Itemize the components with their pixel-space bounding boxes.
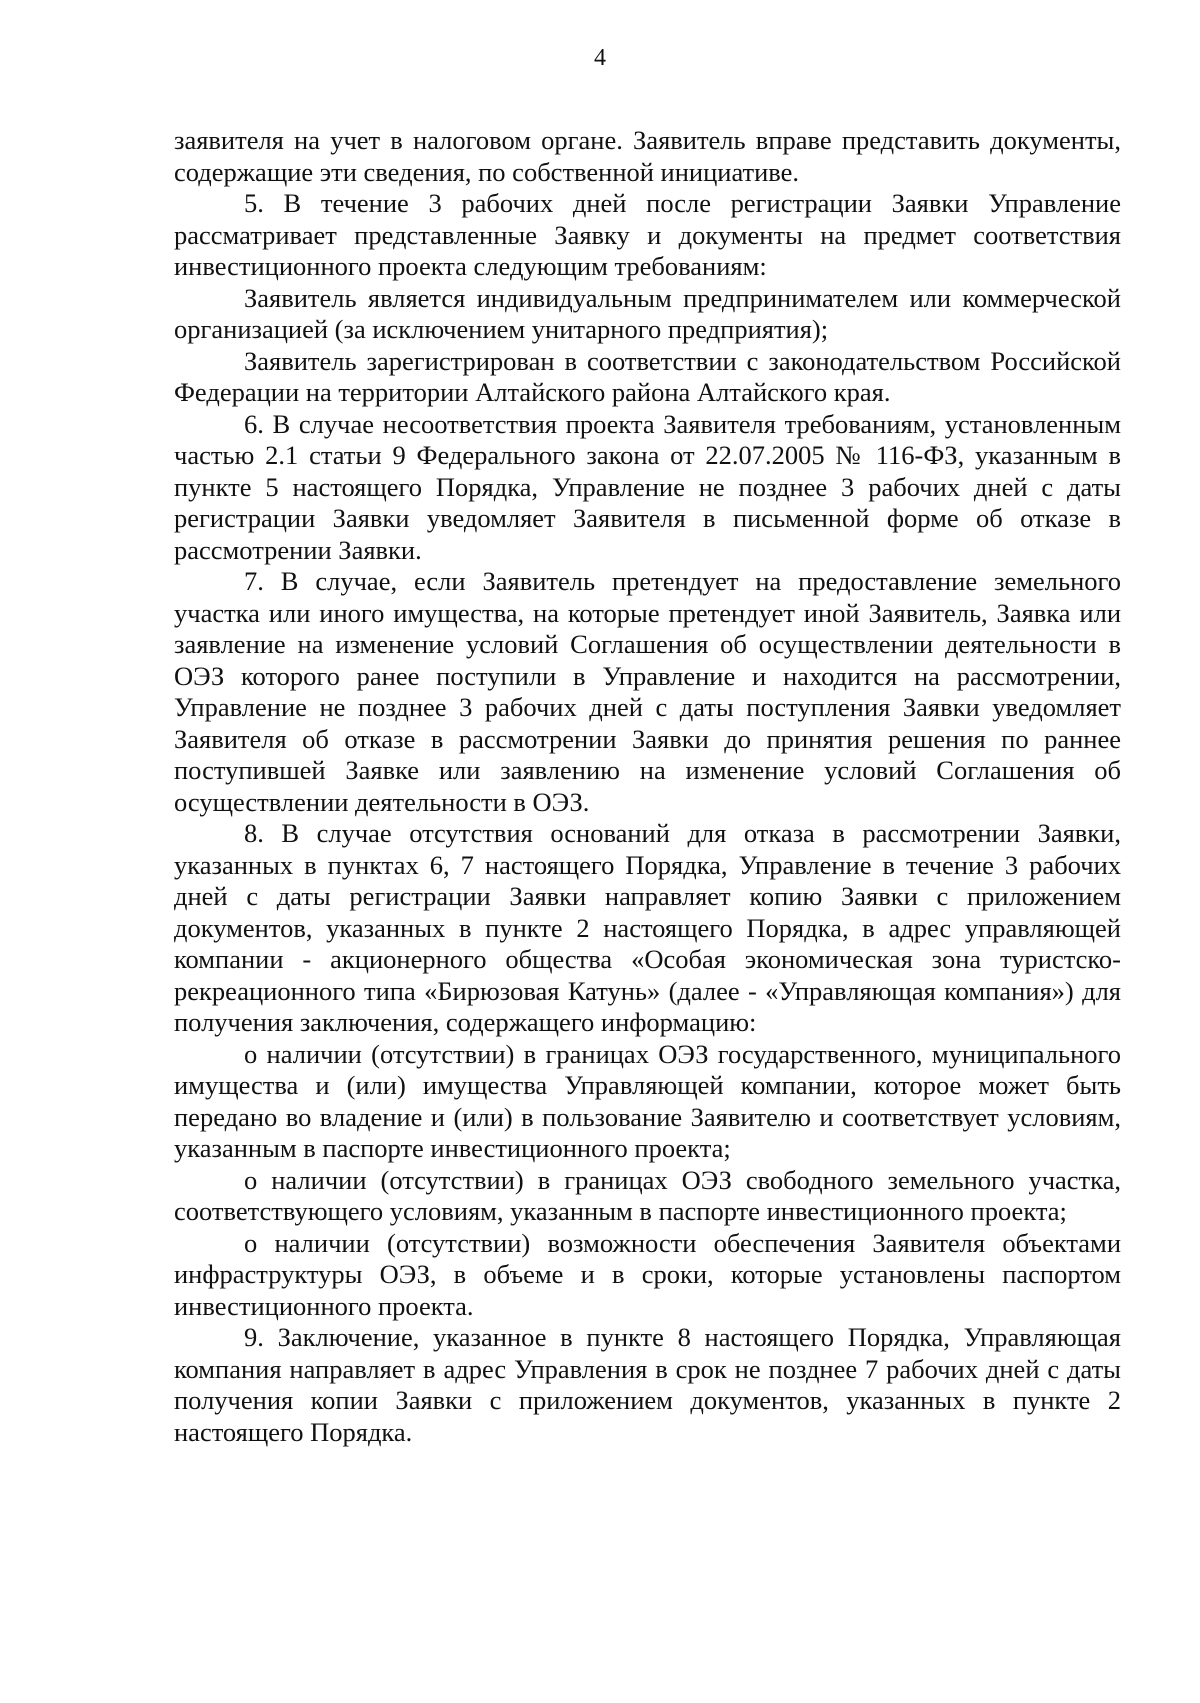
info-land-availability: о наличии (отсутствии) в границах ОЭЗ свободного земельного участка, соответствующего условиям, указанным в паспорте инвестиционного проекта; [174, 1164, 1121, 1226]
paragraph-item-6: 6. В случае несоответствия проекта Заявителя требованиям, установленным частью 2.1 статьи 9 Федерального закона от 22.07.2005 № 116-ФЗ, указанным в пункте 5 настоящего Порядка, Управление не позднее 3 рабочих дней с даты регистрации Заявки уведомляет Заявителя в письменной форме об отказе в рассмотрении Заявки. [174, 408, 1121, 565]
info-property-availability: о наличии (отсутствии) в границах ОЭЗ государственного, муниципального имущества и (или) имущества Управляющей компании, которое может быть передано во владение и (или) в пользование Заявителю и соответствует условиям, указанным в паспорте инвестиционного проекта; [174, 1038, 1121, 1163]
paragraph-item-9: 9. Заключение, указанное в пункте 8 настоящего Порядка, Управляющая компания направляет в адрес Управления в срок не позднее 7 рабочих дней с даты получения копии Заявки с приложением документов, указанных в пункте 2 настоящего Порядка. [174, 1322, 1121, 1447]
page-number: 4 [594, 45, 606, 71]
paragraph-item-8: 8. В случае отсутствия оснований для отказа в рассмотрении Заявки, указанных в пунктах 6, 7 настоящего Порядка, Управление в течение 3 рабочих дней с даты регистрации Заявки направляет копию Заявки с приложением документов, указанных в пункте 2 настоящего Порядка, в адрес управляющей компании - акционерного общества «Особая экономическая зона туристско-рекреационного типа «Бирюзовая Катунь» (далее - «Управляющая компания») для получения заключения, содержащего информацию: [174, 818, 1121, 1037]
document-body [174, 125, 1121, 1448]
requirement-entrepreneur: Заявитель является индивидуальным предпринимателем или коммерческой организацией (за исключением унитарного предприятия); [174, 282, 1121, 344]
paragraph-item-7: 7. В случае, если Заявитель претендует на предоставление земельного участка или иного имущества, на которые претендует иной Заявитель, Заявка или заявление на изменение условий Соглашения об осуществлении деятельности в ОЭЗ которого ранее поступили в Управление и находится на рассмотрении, Управление не позднее 3 рабочих дней с даты поступления Заявки уведомляет Заявителя об отказе в рассмотрении Заявки до принятия решения по раннее поступившей Заявке или заявлению на изменение условий Соглашения об осуществлении деятельности в ОЭЗ. [174, 566, 1121, 817]
paragraph-item-5: 5. В течение 3 рабочих дней после регистрации Заявки Управление рассматривает представленные Заявку и документы на предмет соответствия инвестиционного проекта следующим требованиям: [174, 188, 1121, 281]
paragraph-continuation: заявителя на учет в налоговом органе. Заявитель вправе представить документы, содержащие эти сведения, по собственной инициативе. [174, 125, 1121, 187]
info-infrastructure: о наличии (отсутствии) возможности обеспечения Заявителя объектами инфраструктуры ОЭЗ, в объеме и в сроки, которые установлены паспортом инвестиционного проекта. [174, 1227, 1121, 1321]
requirement-registration: Заявитель зарегистрирован в соответствии с законодательством Российской Федерации на территории Алтайского района Алтайского края. [174, 345, 1121, 407]
